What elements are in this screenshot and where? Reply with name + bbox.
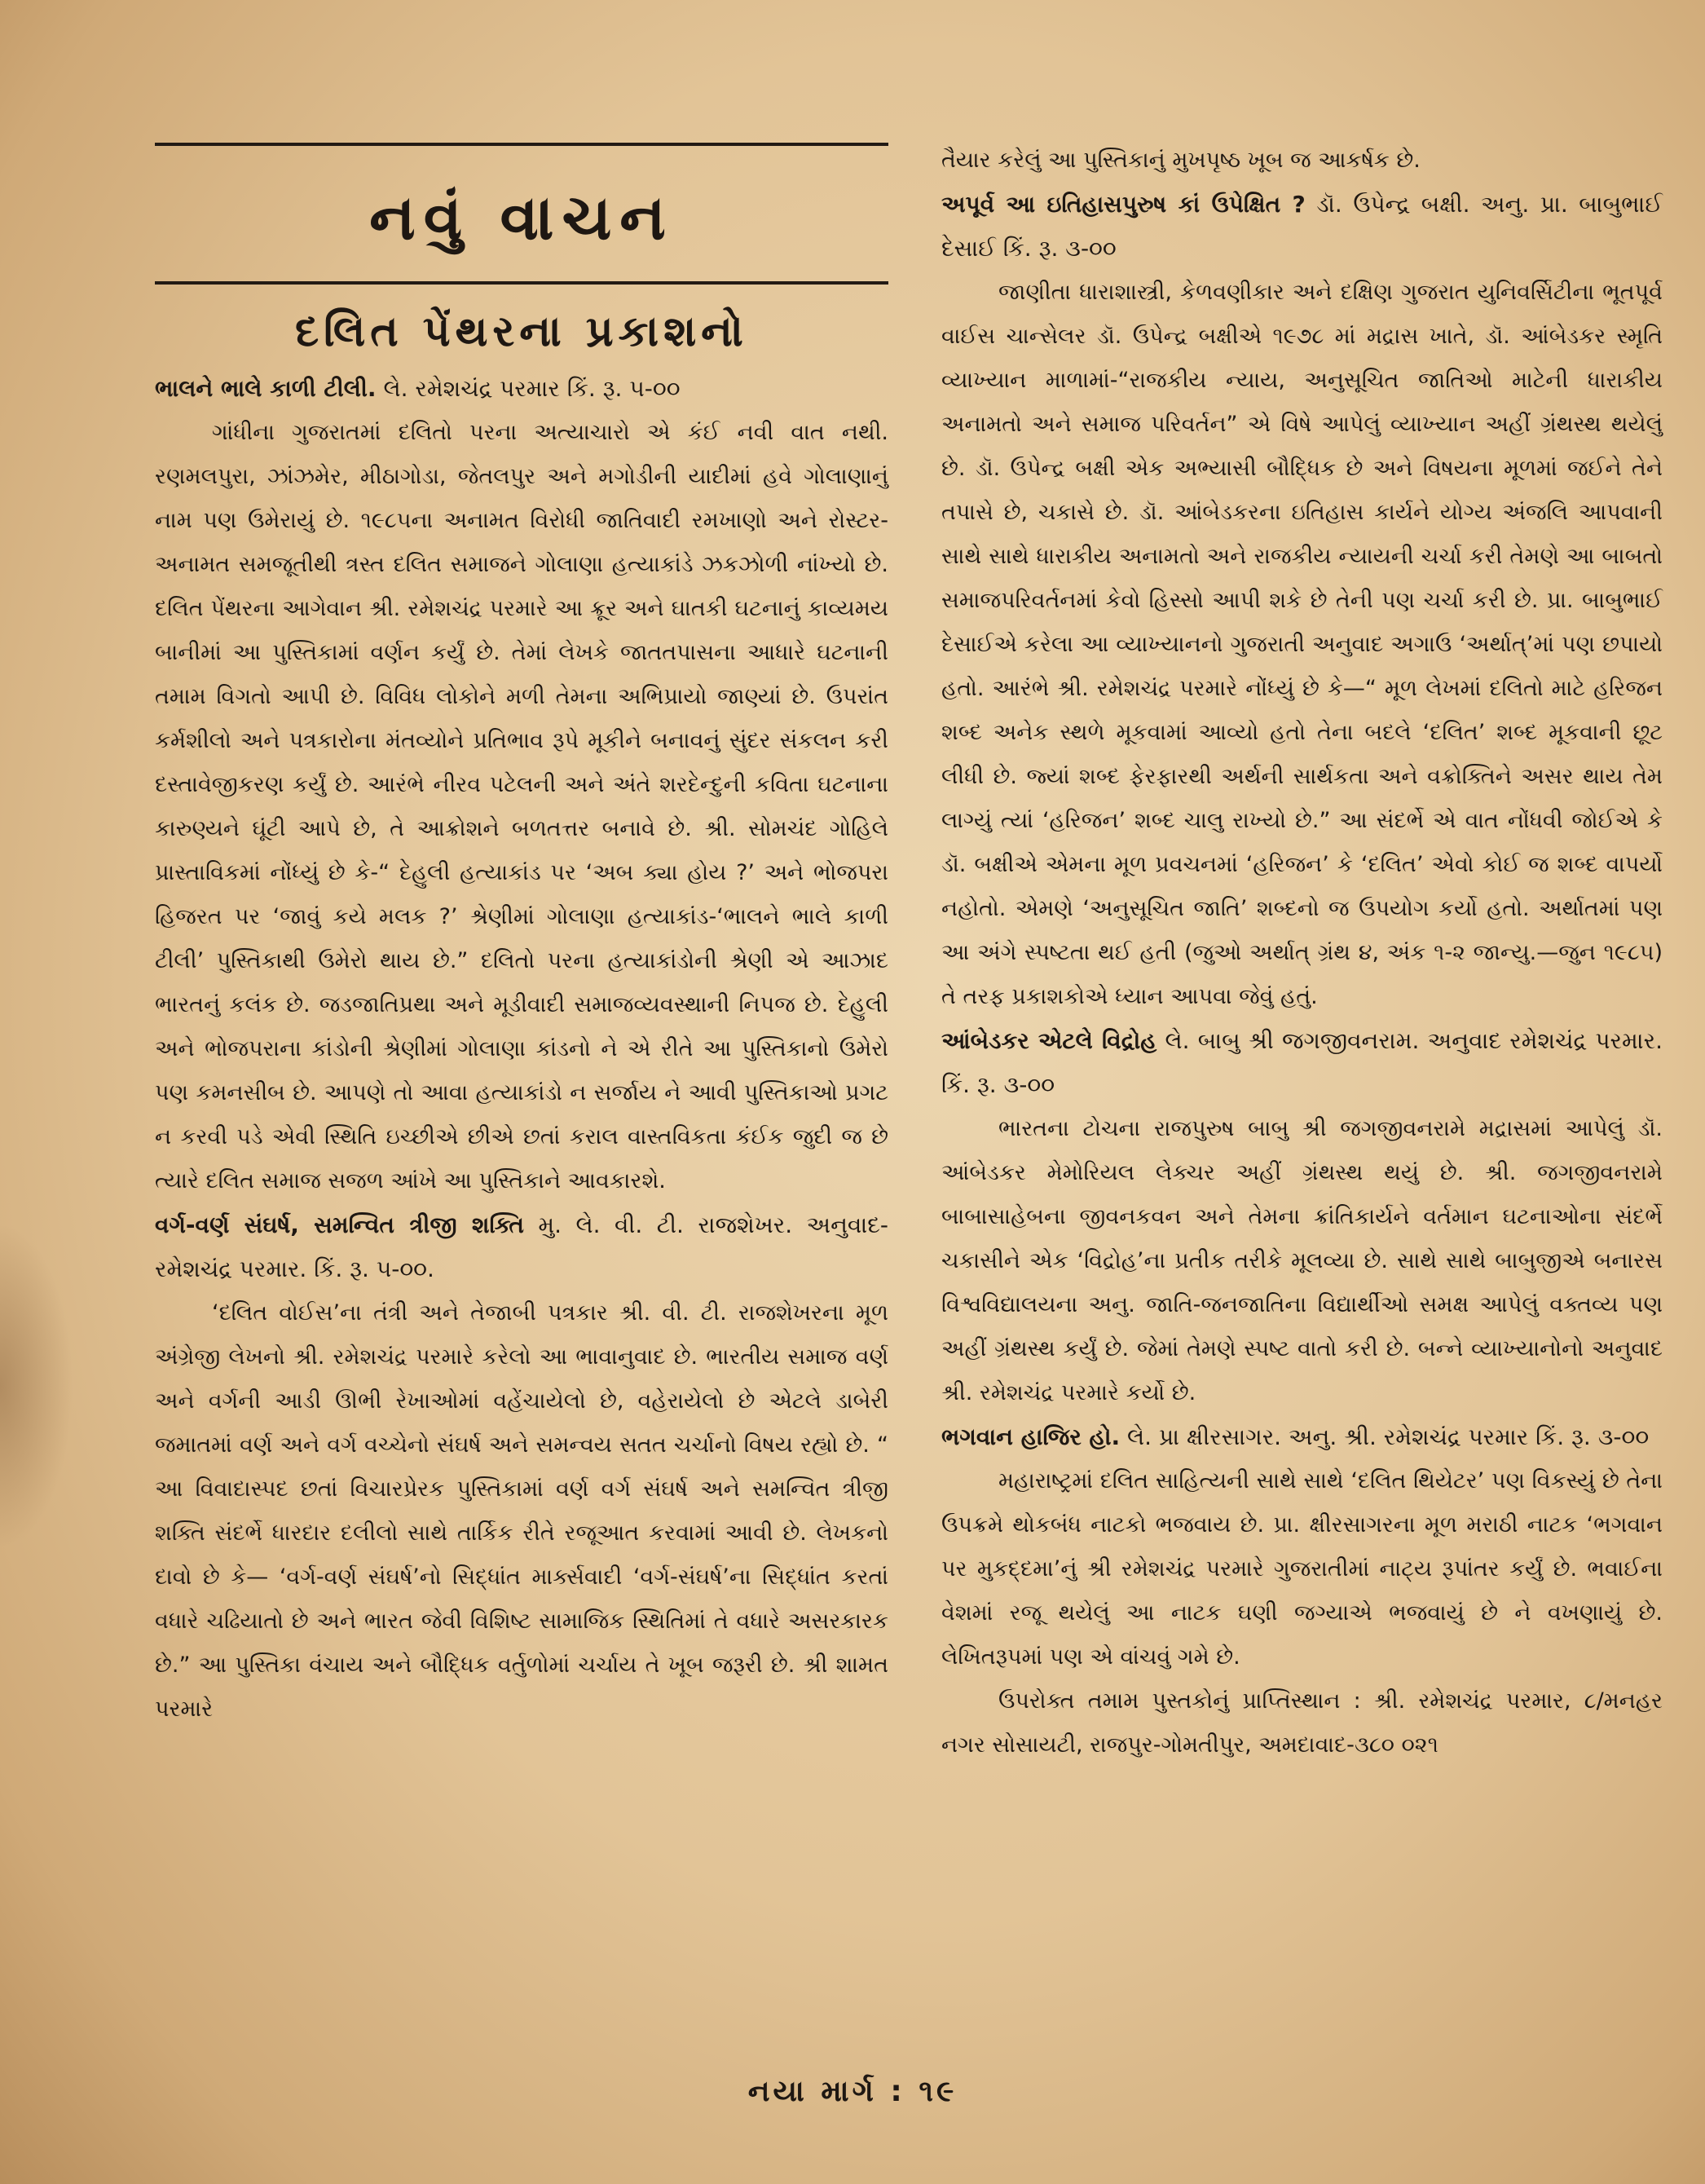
book-title: અપૂર્વ આ ઇતિહાસપુરુષ કાં ઉપેક્ષિત ? [941,191,1306,218]
review-entry [941,1019,1663,1415]
book-details: લે. બાબુ શ્રી જગજીવનરામ. અનુવાદ રમેશચંદ્ર પરમાર. કિં. રૂ. ૩-૦૦ [941,1027,1663,1098]
review-paragraph: ભારતના ટોચના રાજપુરુષ બાબુ શ્રી જગજીવનરામે મદ્રાસમાં આપેલું ડૉ. આંબેડકર મેમોરિયલ લેક્ચર અહીં ગ્રંથસ્થ થયું છે. શ્રી. જગજીવનરામે બાબાસાહેબના જીવનકવન અને તેમના ક્રાંતિકાર્યને વર્તમાન ઘટનાઓના સંદર્ભે ચકાસીને એક ‘વિદ્રોહ’ના પ્રતીક તરીકે મૂલવ્યા છે. સાથે સાથે બાબુજીએ બનારસ વિશ્વવિદ્યાલયના અનુ. જાતિ-જનજાતિના વિદ્યાર્થીઓ સમક્ષ આપેલું વક્તવ્ય પણ અહીં ગ્રંથસ્થ કર્યું છે. જેમાં તેમણે સ્પષ્ટ વાતો કરી છે. બન્ને વ્યાખ્યાનોનો અનુવાદ શ્રી. રમેશચંદ્ર પરમારે કર્યો છે. [941,1116,1663,1405]
continued-paragraph: તૈયાર કરેલું આ પુસ્તિકાનું મુખપૃષ્ઠ ખૂબ જ આકર્ષક છે. [941,148,1421,173]
book-title: આંબેડકર એટલે વિદ્રોહ [941,1027,1157,1054]
availability-note: ઉપરોક્ત તમામ પુસ્તકોનું પ્રાપ્તિસ્થાન : શ્રી. રમેશચંદ્ર પરમાર, ૮/મનહર નગર સોસાયટી, રાજપુર-ગોમતીપુર, અમદાવાદ-૩૮૦ ૦૨૧ [941,1688,1663,1758]
right-column [941,139,1663,1767]
entry-heading [941,1019,1663,1107]
review-entry [155,1203,888,1732]
review-paragraph: ‘દલિત વોઈસ’ના તંત્રી અને તેજાબી પત્રકાર શ્રી. વી. ટી. રાજશેખરના મૂળ અંગ્રેજી લેખનો શ્રી. રમેશચંદ્ર પરમારે કરેલો આ ભાવાનુવાદ છે. ભારતીય સમાજ વર્ણ અને વર્ગની આડી ઊભી રેખાઓમાં વહેંચાયેલો છે, વહેરાયેલો છે એટલે ડાબેરી જમાતમાં વર્ણ અને વર્ગ વચ્ચેનો સંઘર્ષ અને સમન્વય સતત ચર્ચાનો વિષય રહ્યો છે. “ આ વિવાદાસ્પદ છતાં વિચારપ્રેરક પુસ્તિકામાં વર્ણ વર્ગ સંઘર્ષ અને સમન્વિત ત્રીજી શક્તિ સંદર્ભે ધારદાર દલીલો સાથે તાર્કિક રીતે રજૂઆત કરવામાં આવી છે. લેખકનો દાવો છે કે— ‘વર્ગ-વર્ણ સંઘર્ષ’નો સિદ્ધાંત માર્ક્સવાદી ‘વર્ગ-સંઘર્ષ’ના સિદ્ધાંત કરતાં વધારે ચઢિયાતો છે અને ભારત જેવી વિશિષ્ટ સામાજિક સ્થિતિમાં તે વધારે અસરકારક છે.” આ પુસ્તિકા વંચાય અને બૌદ્ધિક વર્તુળોમાં ચર્ચાય તે ખૂબ જરૂરી છે. શ્રી શામત પરમારે [155,1300,888,1723]
page-footer: નયા માર્ગ : ૧૯ [747,2075,958,2108]
book-details: લે. રમેશચંદ્ર પરમાર કિં. રૂ. ૫-૦૦ [376,375,681,403]
page-stain [0,1223,73,1549]
review-entry [941,183,1663,1019]
review-entry [155,367,888,1203]
entry-heading [155,367,888,411]
book-details: લે. પ્રા ક્ષીરસાગર. અનુ. શ્રી. રમેશચંદ્ર પરમાર કિં. રૂ. ૩-૦૦ [1120,1423,1650,1450]
book-details: ડૉ. ઉપેન્દ્ર બક્ષી. અનુ. પ્રા. બાબુભાઈ દેસાઈ કિં. રૂ. ૩-૦૦ [941,191,1663,262]
entry-heading [941,1415,1663,1459]
review-paragraph: ગાંધીના ગુજરાતમાં દલિતો પરના અત્યાચારો એ કંઈ નવી વાત નથી. રણમલપુરા, ઝાંઝમેર, મીઠાગોડા, જેતલપુર અને મગોડીની યાદીમાં હવે ગોલાણાનું નામ પણ ઉમેરાયું છે. ૧૯૮૫ના અનામત વિરોધી જાતિવાદી રમખાણો અને રોસ્ટર-અનામત સમજૂતીથી ત્રસ્ત દલિત સમાજને ગોલાણા હત્યાકાંડે ઝકઝોળી નાંખ્યો છે. દલિત પેંથરના આગેવાન શ્રી. રમેશચંદ્ર પરમારે આ ક્રૂર અને ઘાતકી ઘટનાનું કાવ્યમય બાનીમાં આ પુસ્તિકામાં વર્ણન કર્યું છે. તેમાં લેખકે જાતતપાસના આધારે ઘટનાની તમામ વિગતો આપી છે. વિવિધ લોકોને મળી તેમના અભિપ્રાયો જાણ્યાં છે. ઉપરાંત કર્મશીલો અને પત્રકારોના મંતવ્યોને પ્રતિભાવ રૂપે મૂકીને બનાવનું સુંદર સંકલન કરી દસ્તાવેજીકરણ કર્યું છે. આરંભે નીરવ પટેલની અને અંતે શરદેન્દુની કવિતા ઘટનાના કારુણ્યને ઘૂંટી આપે છે, તે આક્રોશને બળતત્તર બનાવે છે. શ્રી. સોમચંદ ગોહિલે પ્રાસ્તાવિકમાં નોંધ્યું છે કે-“ દેહુલી હત્યાકાંડ પર ‘અબ ક્યા હોય ?’ અને ભોજપરા હિજરત પર ‘જાવું કયે મલક ?’ શ્રેણીમાં ગોલાણા હત્યાકાંડ-‘ભાલને ભાલે કાળી ટીલી’ પુસ્તિકાથી ઉમેરો થાય છે.” દલિતો પરના હત્યાકાંડોની શ્રેણી એ આઝાદ ભારતનું કલંક છે. જડજાતિપ્રથા અને મૂડીવાદી સમાજવ્યવસ્થાની નિપજ છે. દેહુલી અને ભોજપરાના કાંડોની શ્રેણીમાં ગોલાણા કાંડનો ને એ રીતે આ પુસ્તિકાનો ઉમેરો પણ કમનસીબ છે. આપણે તો આવા હત્યાકાંડો ન સર્જાય ને આવી પુસ્તિકાઓ પ્રગટ ન કરવી પડે એવી સ્થિતિ ઇચ્છીએ છીએ છતાં કરાલ વાસ્તવિકતા કંઈક જુદી જ છે ત્યારે દલિત સમાજ સજળ આંખે આ પુસ્તિકાને આવકારશે. [155,420,888,1194]
review-paragraph: જાણીતા ધારાશાસ્ત્રી, કેળવણીકાર અને દક્ષિણ ગુજરાત યુનિવર્સિટીના ભૂતપૂર્વ વાઈસ ચાન્સેલર ડૉ. ઉપેન્દ્ર બક્ષીએ ૧૯૭૮ માં મદ્રાસ ખાતે, ડૉ. આંબેડકર સ્મૃતિ વ્યાખ્યાન માળામાં-“રાજકીય ન્યાય, અનુસૂચિત જાતિઓ માટેની ધારાકીય અનામતો અને સમાજ પરિવર્તન” એ વિષે આપેલું વ્યાખ્યાન અહીં ગ્રંથસ્થ થયેલું છે. ડૉ. ઉપેન્દ્ર બક્ષી એક અભ્યાસી બૌદ્ધિક છે અને વિષયના મૂળમાં જઈને તેને તપાસે છે, ચકાસે છે. ડૉ. આંબેડકરના ઇતિહાસ કાર્યને યોગ્ય અંજલિ આપવાની સાથે સાથે ધારાકીય અનામતો અને રાજકીય ન્યાયની ચર્ચા કરી તેમણે આ બાબતો સમાજપરિવર્તનમાં કેવો હિસ્સો આપી શકે છે તેની પણ ચર્ચા કરી છે. પ્રા. બાબુભાઈ દેસાઈએ કરેલા આ વ્યાખ્યાનનો ગુજરાતી અનુવાદ અગાઉ ‘અર્થાત્’માં પણ છપાયો હતો. આરંભે શ્રી. રમેશચંદ્ર પરમારે નોંધ્યું છે કે—“ મૂળ લેખમાં દલિતો માટે હરિજન શબ્દ અનેક સ્થળે મૂકવામાં આવ્યો હતો તેના બદલે ‘દલિત’ શબ્દ મૂકવાની છૂટ લીધી છે. જ્યાં શબ્દ ફેરફારથી અર્થની સાર્થકતા અને વક્રોક્તિને અસર થાય તેમ લાગ્યું ત્યાં ‘હરિજન’ શબ્દ ચાલુ રાખ્યો છે.” આ સંદર્ભે એ વાત નોંધવી જોઈએ કે ડૉ. બક્ષીએ એમના મૂળ પ્રવચનમાં ‘હરિજન’ કે ‘દલિત’ એવો કોઈ જ શબ્દ વાપર્યો નહોતો. એમણે ‘અનુસૂચિત જાતિ’ શબ્દનો જ ઉપયોગ કર્યો હતો. અર્થાતમાં પણ આ અંગે સ્પષ્ટતા થઈ હતી (જુઓ અર્થાત્ ગ્રંથ ૪, અંક ૧-૨ જાન્યુ.—જુન ૧૯૮૫) તે તરફ પ્રકાશકોએ ધ્યાન આપવા જેવું હતું. [941,280,1663,1009]
column-masthead: નવું વાચન [369,181,674,254]
entry-heading [155,1203,888,1291]
section-title: દલિત પેંથરના પ્રકાશનો [295,307,748,356]
left-column [155,143,888,1732]
entry-heading [941,183,1663,271]
book-title: ભગવાન હાજિર હો. [941,1423,1121,1450]
book-title: ભાલને ભાલે કાળી ટીલી. [155,375,377,403]
book-details: મુ. લે. વી. ટી. રાજશેખર. અનુવાદ-રમેશચંદ્ર પરમાર. કિં. રૂ. ૫-૦૦. [155,1211,888,1283]
review-entry [941,1415,1663,1767]
review-paragraph: મહારાષ્ટ્રમાં દલિત સાહિત્યની સાથે સાથે ‘દલિત થિયેટર’ પણ વિકસ્યું છે તેના ઉપક્રમે થોકબંધ નાટકો ભજવાય છે. પ્રા. ક્ષીરસાગરના મૂળ મરાઠી નાટક ‘ભગવાન પર મુકદ્દમા’નું શ્રી રમેશચંદ્ર પરમારે ગુજરાતીમાં નાટ્ય રૂપાંતર કર્યું છે. ભવાઈના વેશમાં રજૂ થયેલું આ નાટક ઘણી જગ્યાએ ભજવાયું છે ને વખણાયું છે. લેખિતરૂપમાં પણ એ વાંચવું ગમે છે. [941,1468,1663,1670]
book-title: વર્ગ-વર્ણ સંઘર્ષ, સમન્વિત ત્રીજી શક્તિ [155,1211,524,1239]
